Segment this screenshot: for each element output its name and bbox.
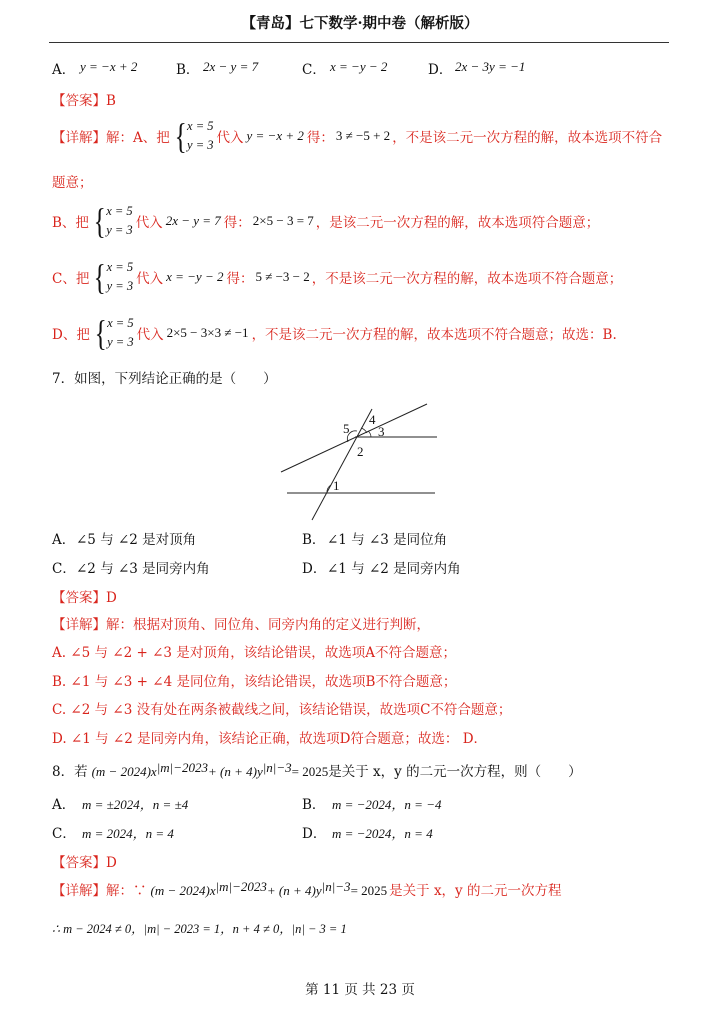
q8-detail-exp-a: |m|−2023 bbox=[215, 879, 267, 894]
q6-detail-a-cont: 题意； bbox=[52, 175, 93, 191]
q8-detail-eq-b: + (n + 4)y bbox=[266, 883, 322, 898]
q7-question: 7．如图，下列结论正确的是（ ） bbox=[52, 371, 277, 387]
line-oblique bbox=[281, 404, 427, 472]
q8-option-a-expr: m = ±2024，n = ±4 bbox=[82, 797, 189, 812]
line-transversal bbox=[312, 409, 372, 520]
q7-option-a-label: A． bbox=[52, 532, 76, 548]
q8-therefore: ∴ m − 2024 ≠ 0，|m| − 2023 = 1，n + 4 ≠ 0，|n| − 3 = 1 bbox=[52, 922, 347, 936]
q7-option-c-text: ∠2 与 ∠3 是同旁内角 bbox=[76, 561, 210, 577]
q6-detail-b-mid: 得： bbox=[223, 215, 251, 231]
q6-detail-b-eq: 2x − y = 7 bbox=[165, 213, 221, 228]
q6-detail-b-sub: 代入 bbox=[135, 215, 163, 231]
q8-post: 是关于 x，y 的二元一次方程，则（ ） bbox=[328, 764, 582, 780]
q8-option-a-label: A． bbox=[52, 797, 76, 813]
q8-detail-post: 是关于 x，y 的二元一次方程 bbox=[389, 883, 562, 899]
figure-label-2: 2 bbox=[357, 444, 364, 459]
q6-option-d-label: D． bbox=[428, 62, 453, 78]
q6-detail-a bbox=[52, 116, 662, 156]
q8-question bbox=[52, 760, 582, 780]
q6-system-b bbox=[91, 202, 133, 240]
sys-x: x = 5 bbox=[106, 260, 134, 274]
q6-detail-a-eq: y = −x + 2 bbox=[246, 128, 304, 143]
sys-x: x = 5 bbox=[187, 119, 214, 133]
q7-option-b-label: B． bbox=[302, 532, 326, 548]
sys-y: y = 3 bbox=[187, 138, 214, 152]
q8-detail-eq-c: = 2025 bbox=[350, 883, 388, 898]
q6-system-c bbox=[91, 258, 133, 296]
brace-icon: { bbox=[93, 201, 106, 241]
q6-detail-b-pre: B、把 bbox=[52, 215, 89, 231]
q6-detail-c-sub: 代入 bbox=[136, 271, 164, 287]
brace-icon: { bbox=[93, 257, 107, 297]
figure-label-1: 1 bbox=[333, 478, 340, 493]
q8-option-c-label: C． bbox=[52, 826, 76, 842]
q8-eq-c: = 2025 bbox=[291, 764, 329, 779]
figure-label-5: 5 bbox=[343, 421, 350, 436]
q6-system-a bbox=[172, 117, 214, 155]
q6-detail-a-sub: 代入 bbox=[216, 130, 244, 146]
q7-detail-3: C. ∠2 与 ∠3 没有处在两条被截线之间，该结论错误，故选项C不符合题意； bbox=[52, 702, 512, 718]
brace-icon: { bbox=[94, 313, 107, 353]
q8-option-d-label: D． bbox=[302, 826, 327, 842]
q7-option-d-text: ∠1 与 ∠2 是同旁内角 bbox=[327, 561, 461, 577]
q7-option-b-text: ∠1 与 ∠3 是同位角 bbox=[327, 532, 448, 548]
q6-detail-a-calc: 3 ≠ −5 + 2 bbox=[335, 128, 391, 143]
q7-option-a-text: ∠5 与 ∠2 是对顶角 bbox=[76, 532, 197, 548]
q6-detail-d bbox=[52, 313, 617, 353]
q7-option-d-label: D． bbox=[302, 561, 327, 577]
q8-detail-eq-a: (m − 2024)x bbox=[150, 883, 216, 898]
q6-detail-d-eq: 2×5 − 3×3 ≠ −1 bbox=[166, 325, 249, 340]
sys-y: y = 3 bbox=[106, 279, 134, 293]
sys-y: y = 3 bbox=[106, 223, 133, 237]
figure-label-4: 4 bbox=[369, 412, 376, 427]
q6-system-d bbox=[92, 314, 134, 352]
q6-detail-d-sub: 代入 bbox=[136, 327, 164, 343]
q7-answer: 【答案】D bbox=[52, 590, 117, 606]
figure-label-3: 3 bbox=[378, 424, 385, 439]
q6-detail-b-post: ，是该二元一次方程的解，故本选项符合题意； bbox=[315, 215, 600, 231]
q8-detail-exp-b: |n|−3 bbox=[321, 879, 351, 894]
q6-option-c-expr: x = −y − 2 bbox=[330, 59, 388, 74]
q8-option-b-label: B． bbox=[302, 797, 326, 813]
q7-option-c-label: C． bbox=[52, 561, 76, 577]
page-header-title: 【青岛】七下数学·期中卷（解析版） bbox=[241, 15, 479, 32]
q8-eq-a: (m − 2024)x bbox=[91, 764, 157, 779]
angle-arc-3 bbox=[368, 431, 371, 437]
q6-option-a-expr: y = −x + 2 bbox=[80, 59, 138, 74]
brace-icon: { bbox=[174, 116, 187, 156]
q6-detail-a-post: ，不是该二元一次方程的解，故本选项不符合 bbox=[392, 130, 663, 146]
q8-number: 8． bbox=[52, 764, 75, 780]
q6-detail-d-post: ，不是该二元一次方程的解，故本选项不符合题意；故选：B. bbox=[251, 327, 617, 343]
sys-y: y = 3 bbox=[107, 335, 134, 349]
q6-detail-c-mid: 得： bbox=[226, 271, 254, 287]
q8-exp-b: |n|−3 bbox=[262, 760, 292, 775]
q8-option-c-expr: m = 2024，n = 4 bbox=[82, 826, 174, 841]
q8-eq-b: + (n + 4)y bbox=[208, 764, 263, 779]
q6-detail-a-pre: 【详解】解：A、把 bbox=[52, 130, 170, 146]
q6-detail-b-calc: 2×5 − 3 = 7 bbox=[252, 213, 314, 228]
q6-option-a-label: A． bbox=[52, 62, 76, 78]
q6-detail-a-mid: 得： bbox=[306, 130, 334, 146]
q6-detail-c-eq: x = −y − 2 bbox=[166, 269, 224, 284]
q6-option-b-expr: 2x − y = 7 bbox=[203, 59, 259, 74]
q8-detail bbox=[52, 879, 561, 899]
q6-detail-c-calc: 5 ≠ −3 − 2 bbox=[255, 269, 310, 284]
q6-answer: 【答案】B bbox=[52, 93, 116, 109]
q7-detail-1: A. ∠5 与 ∠2 + ∠3 是对顶角，该结论错误，故选项A不符合题意； bbox=[52, 645, 457, 661]
page-number-footer: 第 11 页 共 23 页 bbox=[305, 982, 415, 998]
q6-detail-d-pre: D、把 bbox=[52, 327, 90, 343]
q8-answer: 【答案】D bbox=[52, 855, 117, 871]
q7-detail-2: B. ∠1 与 ∠3 + ∠4 是同位角，该结论错误，故选项B不符合题意； bbox=[52, 674, 457, 690]
q6-detail-c-pre: C、把 bbox=[52, 271, 90, 287]
q6-option-d-expr: 2x − 3y = −1 bbox=[455, 59, 526, 74]
sys-x: x = 5 bbox=[107, 316, 134, 330]
q6-detail-c-post: ，不是该二元一次方程的解，故本选项不符合题意； bbox=[311, 271, 623, 287]
sys-x: x = 5 bbox=[106, 204, 133, 218]
q6-detail-c bbox=[52, 257, 622, 297]
q8-option-b-expr: m = −2024，n = −4 bbox=[332, 797, 442, 812]
q7-figure bbox=[275, 395, 445, 525]
q8-option-d-expr: m = −2024，n = 4 bbox=[332, 826, 433, 841]
header-divider bbox=[49, 42, 669, 43]
q8-pre: 若 bbox=[74, 764, 88, 780]
q6-detail-b bbox=[52, 201, 599, 241]
q6-option-b-label: B． bbox=[176, 62, 200, 78]
q6-option-c-label: C． bbox=[302, 62, 326, 78]
q7-detail-4: D. ∠1 与 ∠2 是同旁内角，该结论正确，故选项D符合题意；故选： D． bbox=[52, 731, 488, 747]
q8-exp-a: |m|−2023 bbox=[156, 760, 208, 775]
q7-detail-0: 【详解】解：根据对顶角、同位角、同旁内角的定义进行判断， bbox=[52, 617, 430, 633]
q8-detail-pre: 【详解】解：∵ bbox=[52, 883, 147, 899]
